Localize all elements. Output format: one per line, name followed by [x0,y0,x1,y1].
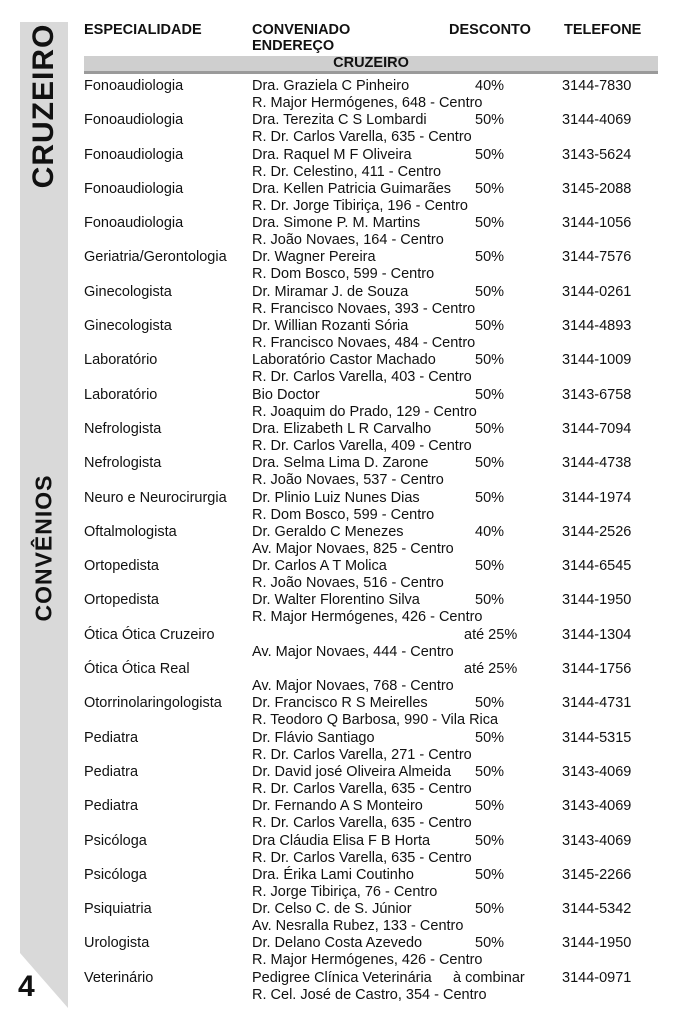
list-item [0,558,684,592]
list-item [0,181,684,215]
list-item [0,901,684,935]
telefone-value: 3145-2266 [562,866,632,883]
especialidade-text: Laboratório [84,386,158,403]
telefone-value: 3144-1756 [562,661,632,678]
desconto-value: 50% [475,352,505,369]
telefone-value: 3144-1950 [562,935,632,952]
desconto-value: 50% [475,729,505,746]
especialidade-text: Fonoaudiologia [84,112,184,129]
conveniado-name: Dr. Plinio Luiz Nunes Dias [252,489,420,506]
desconto-value: 50% [475,386,505,403]
endereco-text: R. Dr. Carlos Varella, 635 - Centro [252,849,472,866]
desconto-value: 50% [475,695,505,712]
header-telefone: TELEFONE [564,22,642,38]
endereco-text: R. Major Hermógenes, 648 - Centro [252,95,483,111]
desconto-value: 50% [475,763,505,780]
conveniado-name: Dra. Graziela C Pinheiro [252,78,410,94]
section-header-bar [84,56,658,74]
especialidade-text: Psiquiatria [84,901,152,918]
especialidade-text: Fonoaudiologia [84,180,184,197]
conveniado-name: Dr. Delano Costa Azevedo [252,935,423,952]
telefone-value: 3145-2088 [562,180,632,197]
endereco-text: Av. Major Novaes, 768 - Centro [252,678,454,695]
endereco-text: R. Major Hermógenes, 426 - Centro [252,609,483,626]
list-item [0,284,684,318]
desconto-value: 50% [475,798,505,815]
desconto-value: 50% [475,592,505,609]
telefone-value: 3144-0971 [562,969,632,986]
list-item [0,970,684,1004]
especialidade-text: Veterinário [84,969,154,986]
desconto-value: 50% [475,455,505,472]
conveniado-name: Dra Cláudia Elisa F B Horta [252,832,431,849]
telefone-value: 3144-7576 [562,249,632,266]
especialidade-text: Ginecologista [84,318,172,335]
telefone-value: 3144-4731 [562,695,632,712]
desconto-value: 50% [475,215,505,232]
endereco-text: Av. Nesralla Rubez, 133 - Centro [252,918,464,935]
list-item [0,421,684,455]
endereco-text: R. Dr. Carlos Varella, 635 - Centro [252,815,472,832]
endereco-text: R. Dr. Carlos Varella, 409 - Centro [252,437,472,454]
header-desconto: DESCONTO [449,22,531,38]
desconto-value: 50% [475,112,505,129]
especialidade-text: Ótica Ótica Real [84,661,190,678]
conveniado-name: Dr. Flávio Santiago [252,729,375,746]
desconto-value: 50% [475,249,505,266]
desconto-value: 40% [475,78,505,94]
telefone-value: 3144-1304 [562,626,632,643]
endereco-text: R. Dr. Jorge Tibiriça, 196 - Centro [252,197,468,214]
list-item [0,215,684,249]
list-item [0,833,684,867]
endereco-text: R. Dr. Carlos Varella, 403 - Centro [252,369,472,386]
endereco-text: R. Major Hermógenes, 426 - Centro [252,952,483,969]
conveniado-name: Laboratório Castor Machado [252,352,436,369]
especialidade-text: Ortopedista [84,592,159,609]
list-item [0,935,684,969]
especialidade-text: Ortopedista [84,558,159,575]
conveniado-name: Bio Doctor [252,386,320,403]
especialidade-text: Geriatria/Gerontologia [84,249,227,266]
endereco-text: R. Dr. Celestino, 411 - Centro [252,163,442,180]
endereco-text: R. João Novaes, 537 - Centro [252,472,444,489]
conveniado-name: Dr. Walter Florentino Silva [252,592,420,609]
section-title: CRUZEIRO [333,55,409,71]
especialidade-text: Fonoaudiologia [84,146,184,163]
desconto-value: 50% [475,489,505,506]
telefone-value: 3144-1056 [562,215,632,232]
telefone-value: 3144-6545 [562,558,632,575]
especialidade-text: Nefrologista [84,455,162,472]
desconto-value: 50% [475,180,505,197]
header-conveniado [252,22,350,54]
sidebar-city-title: CRUZEIRO [27,23,60,189]
telefone-value: 3143-4069 [562,763,632,780]
telefone-value: 3144-0261 [562,283,632,300]
list-item [0,249,684,283]
conveniado-name: Dra. Raquel M F Oliveira [252,146,412,163]
especialidade-text: Urologista [84,935,150,952]
desconto-value: 50% [475,832,505,849]
endereco-text: R. João Novaes, 516 - Centro [252,575,444,592]
desconto-value: à combinar [453,969,525,986]
desconto-value: 50% [475,283,505,300]
conveniado-name: Dr. Celso C. de S. Júnior [252,901,412,918]
endereco-text: R. Joaquim do Prado, 129 - Centro [252,403,477,420]
list-item [0,764,684,798]
page-number: 4 [18,970,35,1003]
list-item [0,627,684,661]
list-item [0,387,684,421]
desconto-value: até 25% [464,626,518,643]
telefone-value: 3144-5342 [562,901,632,918]
telefone-value: 3144-5315 [562,729,632,746]
list-item [0,867,684,901]
conveniado-name: Pedigree Clínica Veterinária [252,969,432,986]
especialidade-text: Ótica Ótica Cruzeiro [84,626,215,643]
conveniado-name: Dr. Fernando A S Monteiro [252,798,423,815]
especialidade-text: Pediatra [84,763,139,780]
conveniado-name: Dr. Willian Rozanti Sória [252,318,409,335]
telefone-value: 3144-7094 [562,420,632,437]
conveniado-name: Dra. Érika Lami Coutinho [252,866,414,883]
conveniado-name: Dr. Carlos A T Molica [252,558,387,575]
endereco-text: R. João Novaes, 164 - Centro [252,232,444,249]
conveniado-name: Dr. David josé Oliveira Almeida [252,763,452,780]
desconto-value: 40% [475,523,505,540]
endereco-text: R. Dom Bosco, 599 - Centro [252,266,435,283]
list-item [0,490,684,524]
endereco-text: R. Francisco Novaes, 484 - Centro [252,335,476,352]
especialidade-text: Psicóloga [84,866,147,883]
conveniado-name: Dra. Simone P. M. Martins [252,215,421,232]
telefone-value: 3143-4069 [562,832,632,849]
list-item [0,455,684,489]
endereco-text: R. Dr. Carlos Varella, 635 - Centro [252,780,472,797]
header-conveniado-label: CONVENIADO [252,22,351,38]
header-especialidade: ESPECIALIDADE [84,22,202,38]
conveniado-name: Dr. Wagner Pereira [252,249,376,266]
endereco-text: Av. Major Novaes, 825 - Centro [252,540,454,557]
conveniado-name: Dra. Elizabeth L R Carvalho [252,420,432,437]
desconto-value: 50% [475,318,505,335]
telefone-value: 3144-7830 [562,78,632,94]
especialidade-text: Otorrinolaringologista [84,695,222,712]
telefone-value: 3144-4893 [562,318,632,335]
sidebar-section-title: CONVÊNIOS [30,474,57,622]
especialidade-text: Pediatra [84,729,139,746]
desconto-value: 50% [475,866,505,883]
conveniado-name: Dr. Francisco R S Meirelles [252,695,428,712]
telefone-value: 3144-4069 [562,112,632,129]
list-item [0,318,684,352]
list-item [0,798,684,832]
especialidade-text: Laboratório [84,352,158,369]
list-item [0,661,684,695]
especialidade-text: Fonoaudiologia [84,215,184,232]
especialidade-text: Psicóloga [84,832,147,849]
directory-list [0,78,684,1004]
list-item [0,352,684,386]
telefone-value: 3143-5624 [562,146,632,163]
endereco-text: R. Dr. Carlos Varella, 635 - Centro [252,129,472,146]
header-endereco-label: ENDEREÇO [252,38,335,54]
especialidade-text: Neuro e Neurocirurgia [84,489,227,506]
especialidade-text: Ginecologista [84,283,172,300]
desconto-value: até 25% [464,661,518,678]
endereco-text: R. Cel. José de Castro, 354 - Centro [252,986,487,1003]
especialidade-text: Nefrologista [84,420,162,437]
endereco-text: R. Jorge Tibiriça, 76 - Centro [252,883,438,900]
list-item [0,695,684,729]
desconto-value: 50% [475,901,505,918]
list-item [0,78,684,112]
especialidade-text: Pediatra [84,798,139,815]
conveniado-name: Dr. Miramar J. de Souza [252,283,409,300]
telefone-value: 3144-1950 [562,592,632,609]
endereco-text: R. Dr. Carlos Varella, 271 - Centro [252,746,472,763]
telefone-value: 3144-1009 [562,352,632,369]
telefone-value: 3144-4738 [562,455,632,472]
telefone-value: 3143-4069 [562,798,632,815]
conveniado-name: Dra. Terezita C S Lombardi [252,112,427,129]
desconto-value: 50% [475,146,505,163]
list-item [0,524,684,558]
desconto-value: 50% [475,420,505,437]
especialidade-text: Oftalmologista [84,523,177,540]
desconto-value: 50% [475,558,505,575]
list-item [0,592,684,626]
especialidade-text: Fonoaudiologia [84,78,184,94]
telefone-value: 3144-1974 [562,489,632,506]
endereco-text: R. Francisco Novaes, 393 - Centro [252,300,476,317]
conveniado-name: Dr. Geraldo C Menezes [252,523,404,540]
list-item [0,112,684,146]
telefone-value: 3144-2526 [562,523,632,540]
endereco-text: R. Dom Bosco, 599 - Centro [252,506,435,523]
endereco-text: R. Teodoro Q Barbosa, 990 - Vila Rica [252,712,499,729]
conveniado-name: Dra. Kellen Patricia Guimarães [252,180,452,197]
endereco-text: Av. Major Novaes, 444 - Centro [252,643,454,660]
list-item [0,147,684,181]
list-item [0,730,684,764]
desconto-value: 50% [475,935,505,952]
conveniado-name: Dra. Selma Lima D. Zarone [252,455,429,472]
telefone-value: 3143-6758 [562,386,632,403]
